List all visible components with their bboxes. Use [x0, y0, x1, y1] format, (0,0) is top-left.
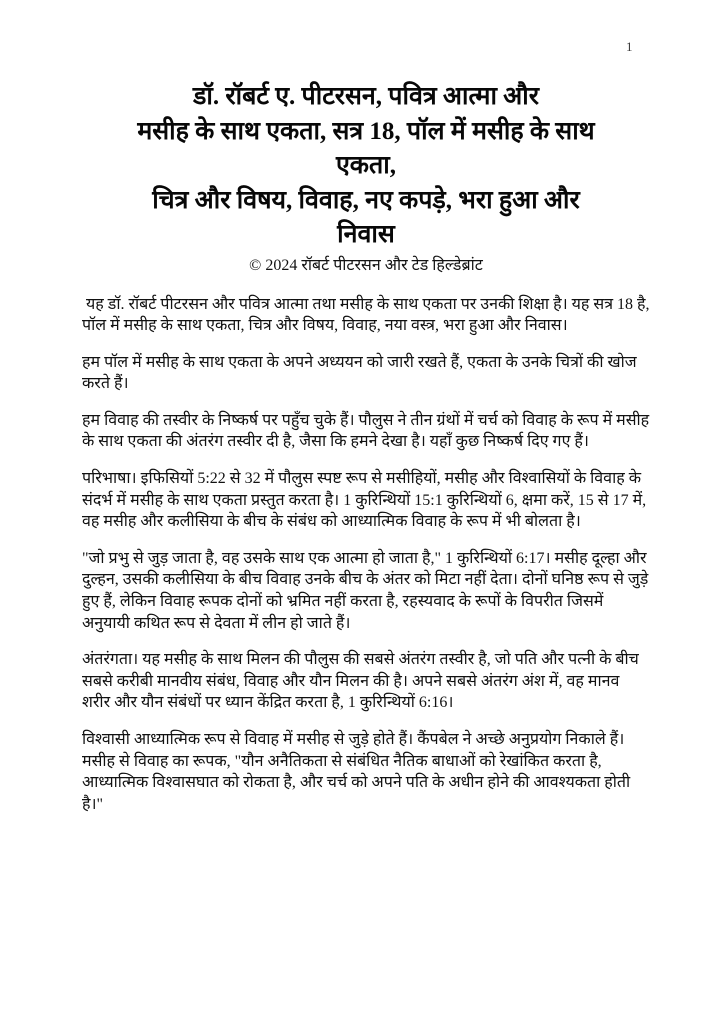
copyright-line: © 2024 रॉबर्ट पीटरसन और टेड हिल्डेब्रांट [249, 256, 483, 274]
paragraph-6: अंतरंगता। यह मसीह के साथ मिलन की पौलुस की सबसे अंतरंग तस्वीर है, जो पति और पत्नी के बीच सबसे करीबी मानवीय संबंध, विवाह और यौन मिलन की है। अपने सबसे अंतरंग अंश में, वह मानव शरीर और यौन संबंधों पर ध्यान केंद्रित करता है, 1 कुरिन्थियों 6:16। [82, 651, 639, 712]
page-number: 1 [626, 39, 633, 54]
paragraph-3: हम विवाह की तस्वीर के निष्कर्ष पर पहुँच चुके हैं। पौलुस ने तीन ग्रंथों में चर्च को विवाह के रूप में मसीह के साथ एकता की अंतरंग तस्वीर दी है, जैसा कि हमने देखा है। यहाँ कुछ निष्कर्ष दिए गए हैं। [82, 411, 650, 451]
paragraph-4: परिभाषा। इफिसियों 5:22 से 32 में पौलुस स्पष्ट रूप से मसीहियों, मसीह और विश्वासियों के विवाह के संदर्भ में मसीह के साथ एकता प्रस्तुत करता है। 1 कुरिन्थियों 15:1 कुरिन्थियों 6, क्षमा करें, 15 से 17 में, वह मसीह और कलीसिया के बीच के संबंध को आध्यात्मिक विवाह के रूप में भी बोलता है। [82, 470, 647, 531]
document-body [82, 294, 650, 816]
paragraph-1: यह डॉ. रॉबर्ट पीटरसन और पवित्र आत्मा तथा मसीह के साथ एकता पर उनकी शिक्षा है। यह सत्र 18 है, पॉल में मसीह के साथ एकता, चित्र और विषय, विवाह, नया वस्त्र, भरा हुआ और निवास। [82, 295, 650, 335]
paragraph-2: हम पॉल में मसीह के साथ एकता के अपने अध्ययन को जारी रखते हैं, एकता के उनके चित्रों की खोज करते हैं। [82, 353, 637, 393]
paragraph-7: विश्वासी आध्यात्मिक रूप से विवाह में मसीह से जुड़े होते हैं। कैंपबेल ने अच्छे अनुप्रयोग निकाले हैं। मसीह से विवाह का रूपक, "यौन अनैतिकता से संबंधित नैतिक बाधाओं को रेखांकित करता है, आध्यात्मिक विश्वासघात को रोकता है, और चर्च को अपने पति के अधीन होने की आवश्यकता होती है।" [82, 731, 631, 813]
title-line-5: निवास [337, 221, 395, 248]
document-title [82, 80, 650, 253]
paragraph-5: "जो प्रभु से जुड़ जाता है, वह उसके साथ एक आत्मा हो जाता है," 1 कुरिन्थियों 6:17। मसीह दूल्हा और दुल्हन, उसकी कलीसिया के बीच विवाह उनके बीच के अंतर को मिटा नहीं देता। दोनों घनिष्ठ रूप से जुड़े हुए हैं, लेकिन विवाह रूपक दोनों को भ्रमित नहीं करता है, रहस्यवाद के रूपों के विपरीत जिसमें अनुयायी कथित रूप से देवता में लीन हो जाते हैं। [82, 549, 649, 632]
title-line-3: एकता, [335, 152, 396, 179]
page-content [82, 0, 650, 815]
title-line-2: मसीह के साथ एकता, सत्र 18, पॉल में मसीह के साथ [137, 117, 595, 145]
title-line-4: चित्र और विषय, विवाह, नए कपड़े, भरा हुआ और [152, 186, 580, 214]
title-line-1: डॉ. रॉबर्ट ए. पीटरसन, पवित्र आत्मा और [193, 83, 539, 110]
